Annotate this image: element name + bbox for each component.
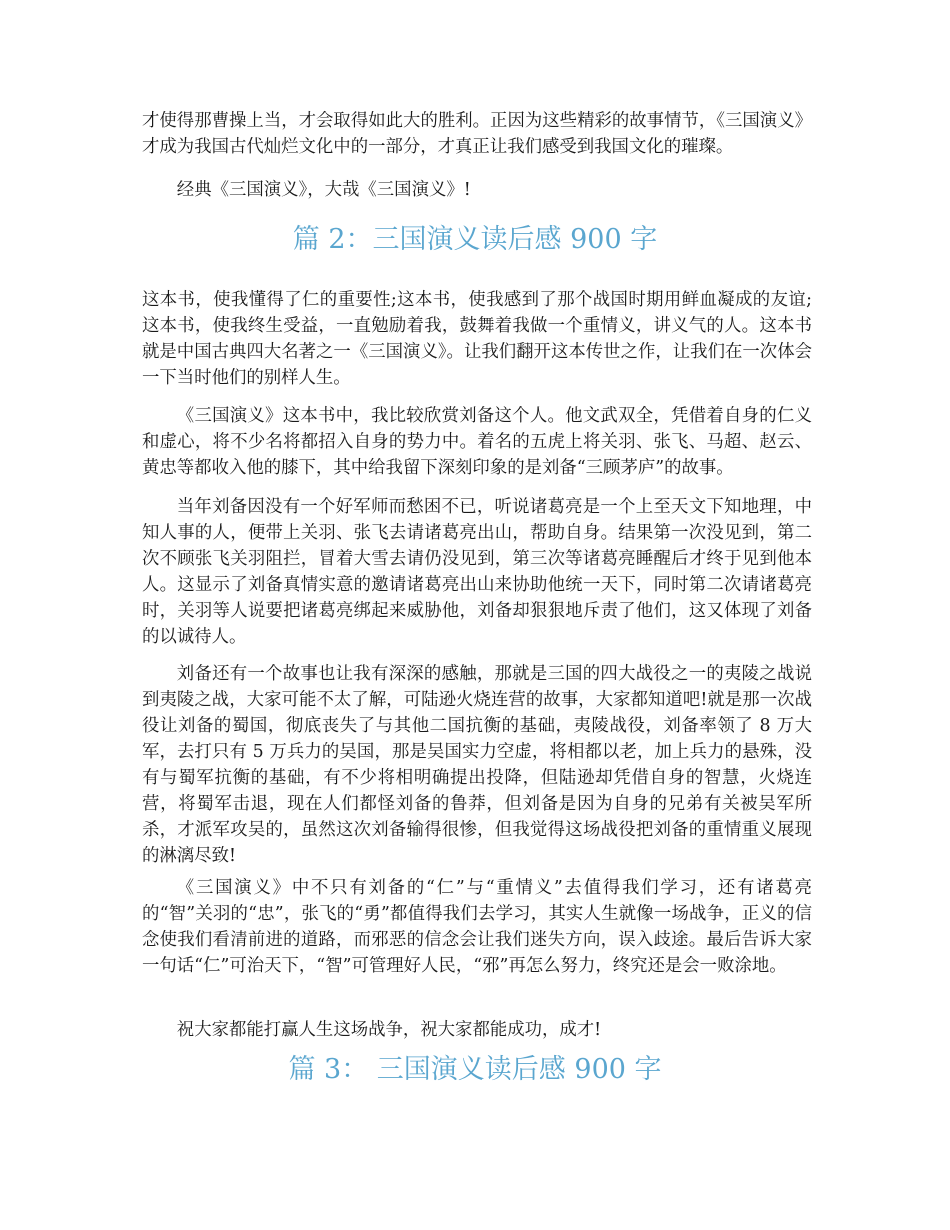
paragraph-this-book: 这本书，使我懂得了仁的重要性;这本书，使我感到了那个战国时期用鲜血凝成的友谊;这本书，使我终生受益，一直勉励着我，鼓舞着我做一个重情义，讲义气的人。这本书就是中国古典四大名著之一《三国演义》。让我们翻开这本传世之作，让我们在一次体会一下当时他们的别样人生。	[142, 290, 812, 388]
section-heading-3: 篇 3： 三国演义读后感 900 字	[288, 1054, 662, 1085]
paragraph-intro-ending: 才使得那曹操上当，才会取得如此大的胜利。正因为这些精彩的故事情节，《三国演义》才成为我国古代灿烂文化中的一部分，才真正让我们感受到我国文化的璀璨。	[142, 111, 812, 157]
paragraph-wishes: 祝大家都能打赢人生这场战争，祝大家都能成功，成才!	[176, 1020, 602, 1040]
paragraph-liu-bei: 《三国演义》这本书中，我比较欣赏刘备这个人。他文武双全，凭借着自身的仁义和虚心，将不少名将都招入自身的势力中。着名的五虎上将关羽、张飞、马超、赵云、黄忠等都收入他的膝下，其中给我留下深刻印象的是刘备“三顾茅庐”的故事。	[142, 406, 812, 478]
paragraph-three-visits: 当年刘备因没有一个好军师而愁困不已，听说诸葛亮是一个上至天文下知地理，中知人事的人，便带上关羽、张飞去请诸葛亮出山，帮助自身。结果第一次没见到，第二次不顾张飞关羽阻拦，冒着大雪去请仍没见到，第三次等诸葛亮睡醒后才终于见到他本人。这显示了刘备真情实意的邀请诸葛亮出山来协助他统一天下，同时第二次请诸葛亮时，关羽等人说要把诸葛亮绑起来威胁他，刘备却狠狠地斥责了他们，这又体现了刘备的以诚待人。	[142, 497, 812, 647]
section-heading-2: 篇 2：三国演义读后感 900 字	[292, 224, 658, 255]
paragraph-yiling-battle: 刘备还有一个故事也让我有深深的感触，那就是三国的四大战役之一的夷陵之战说到夷陵之战，大家可能不太了解，可陆逊火烧连营的故事，大家都知道吧!就是那一次战役让刘备的蜀国，彻底丧失了与其他二国抗衡的基础，夷陵战役，刘备率领了 8 万大军，去打只有 5 万兵力的吴国，那是吴国实力空虚，将相都以老，加上兵力的悬殊，没有与蜀军抗衡的基础，有不少将相明确提出投降，但陆逊却凭借自身的智慧，火烧连营，将蜀军击退，现在人们都怪刘备的鲁莽，但刘备是因为自身的兄弟有关被吴军所杀，才派军攻吴的，虽然这次刘备输得很惨，但我觉得这场战役把刘备的重情重义展现的淋漓尽致!	[142, 664, 812, 866]
paragraph-virtues: 《三国演义》中不只有刘备的“仁”与“重情义”去值得我们学习，还有诸葛亮的“智”关羽的“忠”，张飞的“勇”都值得我们去学习，其实人生就像一场战争，正义的信念使我们看清前进的道路，而邪恶的信念会让我们迷失方向，误入歧途。最后告诉大家一句话“仁”可治天下，“智”可管理好人民，“邪”再怎么努力，终究还是会一败涂地。	[142, 878, 812, 976]
paragraph-classic: 经典《三国演义》，大哉《三国演义》!	[176, 180, 471, 200]
